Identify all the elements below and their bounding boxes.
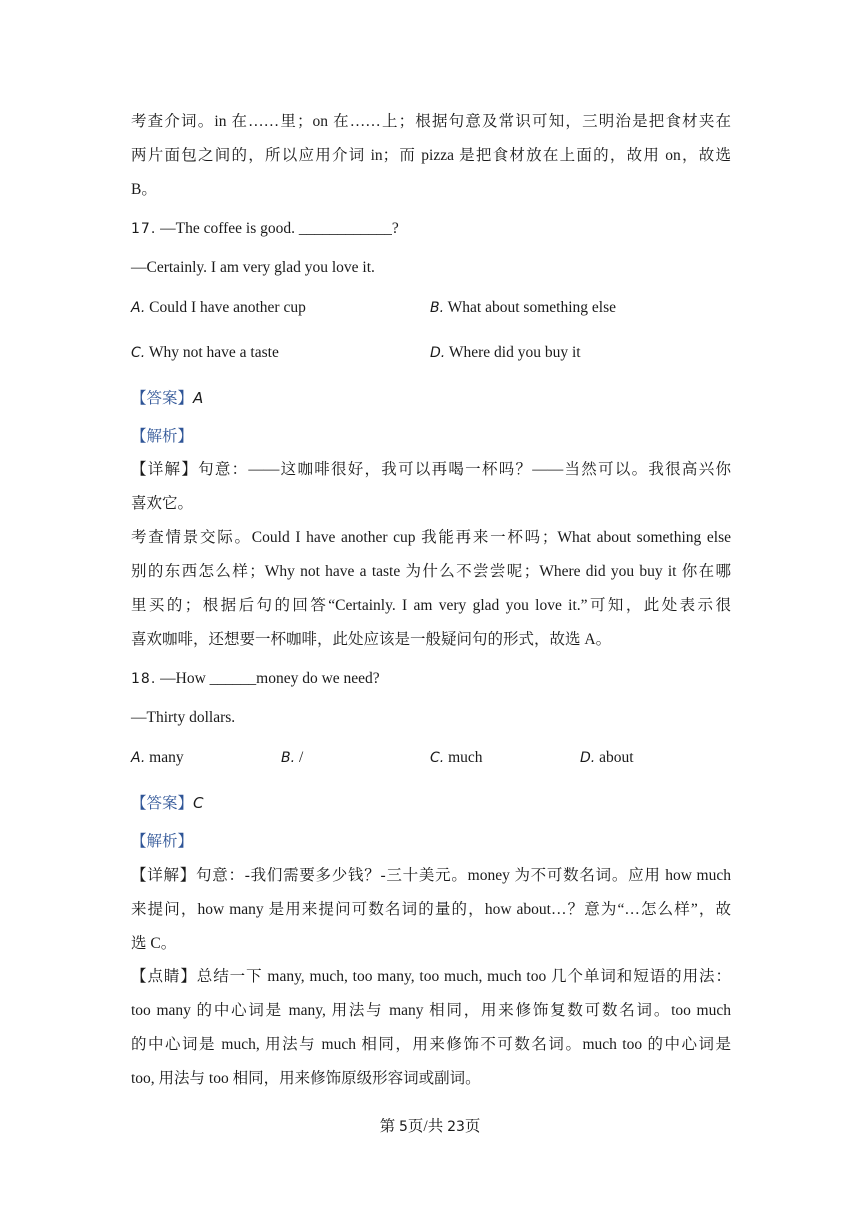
q18-answer xyxy=(131,793,731,814)
q18-detail-line-1 xyxy=(131,866,731,886)
option-letter: C. xyxy=(430,750,445,766)
q17-option-a xyxy=(131,298,306,318)
q17-detail-line-6: 喜欢咖啡，还想要一杯咖啡，此处应该是一般疑问句的形式，故选 A。 xyxy=(131,631,612,648)
q17-number: 17. xyxy=(131,221,157,237)
detail-tag: 【详解】 xyxy=(131,867,196,884)
intro-line-2: 两片面包之间的，所以应用介词 in；而 pizza 是把食材放在上面的，故用 on，故选 xyxy=(131,147,731,164)
q17-option-d xyxy=(430,343,581,363)
intro-line-3: B。 xyxy=(131,181,157,198)
option-text: Could I have another cup xyxy=(149,299,306,316)
footer-suffix: 页 xyxy=(464,1118,481,1135)
tip-tag: 【点睛】 xyxy=(131,968,197,985)
q17-detail-line-3: 考查情景交际。Could I have another cup 我能再来一杯吗；What about something else xyxy=(131,529,731,546)
q18-option-b xyxy=(281,748,303,768)
q18-detail-line-2: 来提问，how many 是用来提问可数名词的量的，how about…？意为“…怎么样”，故 xyxy=(131,901,731,918)
q17-option-b xyxy=(430,298,616,318)
q18-number: 18. xyxy=(131,671,157,687)
q18-tip-line-2: too many 的中心词是 many, 用法与 many 相同，用来修饰复数可数名词。too much xyxy=(131,1002,731,1019)
detail-tag: 【详解】 xyxy=(131,461,199,478)
footer-middle: 页/共 xyxy=(407,1118,448,1135)
analysis-tag: 【解析】 xyxy=(131,833,194,850)
footer-total-pages: 23 xyxy=(447,1119,465,1135)
q17-option-c xyxy=(131,343,279,363)
option-letter: B. xyxy=(281,750,296,766)
q18-option-d xyxy=(580,748,634,768)
q18-option-a xyxy=(131,748,184,768)
option-text: many xyxy=(149,749,184,766)
q18-detail-line-3: 选 C。 xyxy=(131,935,177,952)
q17-detail-line-1 xyxy=(131,460,731,480)
tip-text: 总结一下 many, much, too many, too much, much too 几个单词和短语的用法： xyxy=(196,968,731,985)
q17-detail-line-2: 喜欢它。 xyxy=(131,495,194,512)
answer-tag: 【答案】 xyxy=(131,795,194,812)
q18-tip-line-1 xyxy=(131,967,731,987)
answer-value: C xyxy=(193,794,204,812)
page-footer xyxy=(0,1117,860,1137)
q18-analysis xyxy=(131,832,731,852)
option-text: What about something else xyxy=(447,299,616,316)
q18-stem: —How ______money do we need? xyxy=(160,670,380,687)
option-text: about xyxy=(599,749,634,766)
q17-stem: —The coffee is good. ____________? xyxy=(160,220,399,237)
answer-tag: 【答案】 xyxy=(131,390,194,407)
option-text: Why not have a taste xyxy=(148,344,279,361)
option-letter: B. xyxy=(430,300,445,316)
q17-answer xyxy=(131,388,731,409)
option-letter: D. xyxy=(430,345,446,361)
answer-value: A xyxy=(193,389,204,407)
q17-detail-line-4: 别的东西怎么样；Why not have a taste 为什么不尝尝呢；Where did you buy it 你在哪 xyxy=(131,563,731,580)
q17-detail-line-5: 里买的；根据后句的回答“Certainly. I am very glad you love it.”可知，此处表示很 xyxy=(131,597,731,614)
intro-line-1: 考查介词。in 在……里；on 在……上；根据句意及常识可知，三明治是把食材夹在 xyxy=(131,113,731,130)
q18-option-c xyxy=(430,748,483,768)
footer-current-page: 5 xyxy=(398,1119,408,1135)
option-letter: A. xyxy=(131,300,146,316)
detail-text: 句意：-我们需要多少钱？-三十美元。money 为不可数名词。应用 how much xyxy=(195,867,731,884)
q18-reply: —Thirty dollars. xyxy=(131,709,236,726)
option-text: Where did you buy it xyxy=(448,344,581,361)
footer-prefix: 第 xyxy=(379,1118,399,1135)
q17-analysis xyxy=(131,427,731,447)
q18-tip-line-4: too, 用法与 too 相同，用来修饰原级形容词或副词。 xyxy=(131,1070,481,1087)
q17-reply: —Certainly. I am very glad you love it. xyxy=(131,259,375,276)
q18-tip-line-3: 的中心词是 much, 用法与 much 相同，用来修饰不可数名词。much too 的中心词是 xyxy=(131,1036,731,1053)
option-letter: D. xyxy=(580,750,596,766)
q17-stem-line xyxy=(131,219,731,239)
option-text: much xyxy=(448,749,483,766)
detail-text: 句意：——这咖啡很好，我可以再喝一杯吗？——当然可以。我很高兴你 xyxy=(198,461,731,478)
analysis-tag: 【解析】 xyxy=(131,428,194,445)
option-letter: C. xyxy=(131,345,146,361)
option-letter: A. xyxy=(131,750,146,766)
q18-stem-line xyxy=(131,669,731,689)
option-text: / xyxy=(298,749,304,766)
